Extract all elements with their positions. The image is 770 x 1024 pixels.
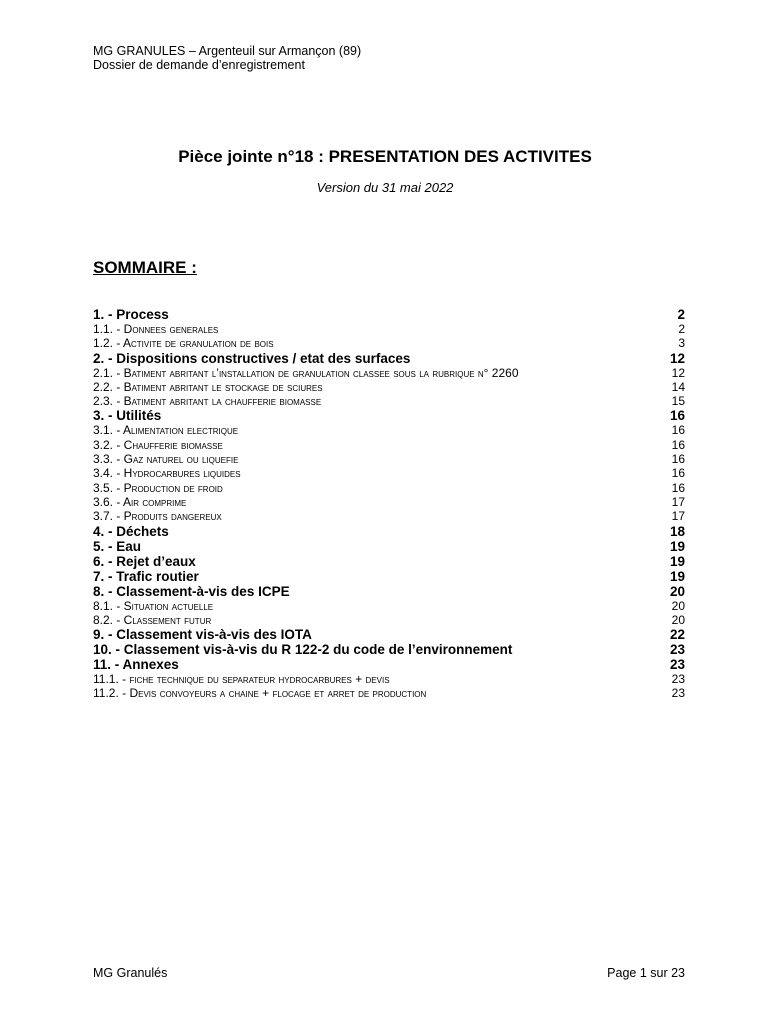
toc-entry-title: 1.1. - Donnees generales [93,322,219,336]
toc-subsection-entry[interactable] [93,336,685,350]
version-date: Version du 31 mai 2022 [316,180,454,195]
toc-subsection-entry[interactable] [93,452,685,466]
toc-entry-title: 8. - Classement-à-vis des ICPE [93,583,290,599]
toc-subsection-entry[interactable] [93,495,685,509]
toc-subsection-entry[interactable] [93,613,685,627]
toc-entry-title: 9. - Classement vis-à-vis des IOTA [93,627,312,643]
toc-section-entry[interactable] [93,627,685,642]
toc-subsection-entry[interactable] [93,599,685,613]
toc-subsection-entry[interactable] [93,438,685,452]
toc-entry-page: 20 [669,583,685,599]
toc-entry-page: 17 [671,494,685,509]
toc-entry-page: 16 [669,408,685,424]
toc-entry-page: 23 [669,657,685,673]
toc-entry-page: 2 [677,307,685,322]
toc-entry-title: 11. - Annexes [93,657,179,673]
toc-entry-page: 22 [669,627,685,643]
toc-entry-title: 4. - Déchets [93,523,169,539]
toc-entry-page: 19 [669,568,685,584]
toc-entry-page: 19 [669,538,685,554]
table-of-contents [93,307,685,701]
toc-entry-page: 2 [678,322,685,336]
toc-entry-page: 16 [671,480,685,495]
footer-page-number: Page 1 sur 23 [607,966,685,980]
toc-entry-page: 12 [671,365,685,380]
toc-entry-page: 16 [671,452,685,467]
toc-entry-page: 16 [671,466,685,481]
toc-entry-title: 11.1. - fiche technique du separateur hydrocarbures + devis [93,672,390,687]
toc-entry-page: 20 [671,612,685,627]
toc-entry-page: 12 [669,350,685,366]
toc-section-entry[interactable] [93,554,685,569]
toc-entry-title: 2. - Dispositions constructives / etat des surfaces [93,350,411,366]
toc-entry-title: 11.2. - Devis convoyeurs a chaine + flocage et arret de production [93,686,427,701]
header-company-line: MG GRANULES – Argenteuil sur Armançon (89) [93,44,362,58]
header-dossier-line: Dossier de demande d’enregistrement [93,58,305,72]
toc-subsection-entry[interactable] [93,366,685,380]
toc-section-entry[interactable] [93,408,685,423]
toc-entry-title: 3.1. - Alimentation electrique [93,423,239,438]
toc-section-entry[interactable] [93,524,685,539]
toc-entry-title: 2.3. - Batiment abritant la chaufferie biomasse [93,394,322,409]
toc-subsection-entry[interactable] [93,423,685,437]
toc-entry-title: 3.4. - Hydrocarbures liquides [93,466,241,481]
toc-entry-page: 16 [671,437,685,452]
toc-entry-title: 3.3. - Gaz naturel ou liquefie [93,452,239,467]
toc-entry-page: 23 [671,672,685,687]
toc-entry-title: 3.7. - Produits dangereux [93,509,222,524]
toc-subsection-entry[interactable] [93,380,685,394]
toc-subsection-entry[interactable] [93,686,685,700]
toc-entry-page: 18 [669,523,685,539]
toc-section-entry[interactable] [93,657,685,672]
document-header [93,44,361,72]
toc-entry-page: 14 [671,379,685,394]
toc-entry-title: 3. - Utilités [93,408,162,424]
toc-section-entry[interactable] [93,569,685,584]
toc-entry-page: 3 [678,336,685,351]
toc-section-entry[interactable] [93,584,685,599]
toc-section-entry[interactable] [93,642,685,657]
toc-entry-title: 7. - Trafic routier [93,568,199,584]
toc-entry-page: 16 [671,423,685,438]
toc-section-entry[interactable] [93,307,685,322]
toc-entry-page: 15 [671,394,685,409]
toc-section-entry[interactable] [93,351,685,366]
toc-entry-page: 19 [669,553,685,569]
toc-entry-page: 23 [671,686,685,701]
toc-entry-title: 3.2. - Chaufferie biomasse [93,437,223,452]
toc-entry-title: 10. - Classement vis-à-vis du R 122-2 du code de l’environnement [93,642,513,658]
toc-entry-title: 5. - Eau [93,538,142,554]
toc-subsection-entry[interactable] [93,481,685,495]
toc-entry-page: 17 [671,509,685,524]
toc-entry-page: 23 [669,642,685,658]
page-title: Pièce jointe n°18 : PRESENTATION DES ACTIVITES [178,147,592,166]
footer-company: MG Granulés [93,966,168,980]
toc-entry-title: 2.2. - Batiment abritant le stockage de sciures [93,379,323,394]
toc-section-entry[interactable] [93,539,685,554]
toc-entry-title: 6. - Rejet d’eaux [93,553,196,569]
toc-entry-title: 1. - Process [93,307,169,322]
toc-entry-title: 8.2. - Classement futur [93,612,212,627]
toc-entry-title: 1.2. - Activite de granulation de bois [93,336,274,351]
toc-subsection-entry[interactable] [93,394,685,408]
toc-entry-title: 2.1. - Batiment abritant l’installation de granulation classee sous la rubrique n° 2260 [93,365,519,380]
toc-subsection-entry[interactable] [93,672,685,686]
toc-entry-page: 20 [671,598,685,613]
toc-entry-title: 8.1. - Situation actuelle [93,598,214,613]
toc-subsection-entry[interactable] [93,466,685,480]
toc-entry-title: 3.5. - Production de froid [93,480,223,495]
toc-subsection-entry[interactable] [93,322,685,336]
toc-subsection-entry[interactable] [93,509,685,523]
toc-entry-title: 3.6. - Air comprime [93,494,187,509]
sommaire-heading: SOMMAIRE : [93,258,197,277]
